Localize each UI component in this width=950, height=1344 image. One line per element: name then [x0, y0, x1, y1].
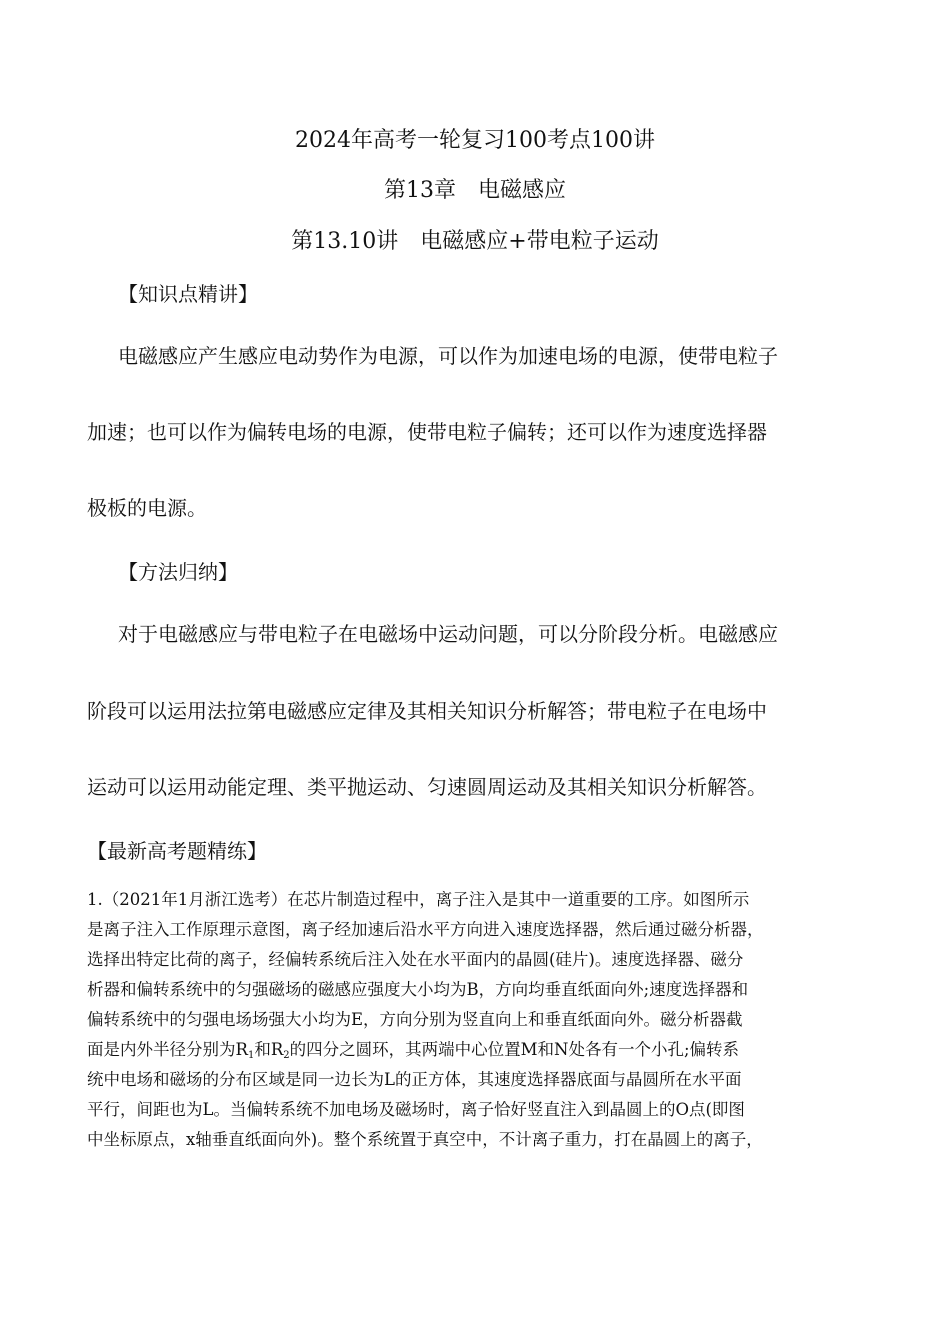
chapter-title: 第13章 电磁感应: [384, 178, 566, 203]
exercises-heading: 【最新高考题精练】: [87, 839, 267, 863]
method-heading: 【方法归纳】: [118, 560, 238, 584]
method-line: 运动可以运用动能定理、类平抛运动、匀速圆周运动及其相关知识分析解答。: [87, 775, 767, 799]
knowledge-heading: 【知识点精讲】: [118, 282, 258, 306]
question-line: 1.（2021年1月浙江选考）在芯片制造过程中，离子注入是其中一道重要的工序。如图所示: [87, 890, 750, 909]
question-line: 是离子注入工作原理示意图，离子经加速后沿水平方向进入速度选择器，然后通过磁分析器，: [87, 920, 764, 939]
subscript: 1: [247, 1050, 255, 1061]
knowledge-line: 极板的电源。: [87, 496, 207, 520]
question-text: 面是内外半径分别为R: [87, 1040, 248, 1059]
question-line: [87, 1038, 739, 1062]
subscript: 2: [283, 1050, 290, 1061]
question-text: 和R: [254, 1040, 284, 1059]
method-line: 阶段可以运用法拉第电磁感应定律及其相关知识分析解答；带电粒子在电场中: [87, 699, 767, 723]
question-line: 统中电场和磁场的分布区域是同一边长为L的正方体，其速度选择器底面与晶圆所在水平面: [87, 1070, 742, 1089]
method-line: 对于电磁感应与带电粒子在电磁场中运动问题，可以分阶段分析。电磁感应: [118, 622, 778, 646]
document-title: 2024年高考一轮复习100考点100讲: [295, 128, 655, 153]
question-line: 偏转系统中的匀强电场场强大小均为E，方向分别为竖直向上和垂直纸面向外。磁分析器截: [87, 1010, 743, 1029]
question-line: 中坐标原点，x轴垂直纸面向外)。整个系统置于真空中，不计离子重力，打在晶圆上的离子，: [87, 1130, 763, 1149]
knowledge-line: 加速；也可以作为偏转电场的电源，使带电粒子偏转；还可以作为速度选择器: [87, 420, 767, 444]
knowledge-line: 电磁感应产生感应电动势作为电源，可以作为加速电场的电源，使带电粒子: [118, 344, 778, 368]
question-line: 选择出特定比荷的离子，经偏转系统后注入处在水平面内的晶圆(硅片)。速度选择器、磁分: [87, 950, 744, 969]
question-line: 平行，间距也为L。当偏转系统不加电场及磁场时，离子恰好竖直注入到晶圆上的O点(即图: [87, 1100, 745, 1119]
question-line: 析器和偏转系统中的匀强磁场的磁感应强度大小均为B，方向均垂直纸面向外;速度选择器和: [87, 980, 749, 999]
lecture-title: 第13.10讲 电磁感应+带电粒子运动: [291, 229, 659, 254]
question-text: 的四分之圆环，其两端中心位置M和N处各有一个小孔;偏转系: [289, 1040, 740, 1059]
